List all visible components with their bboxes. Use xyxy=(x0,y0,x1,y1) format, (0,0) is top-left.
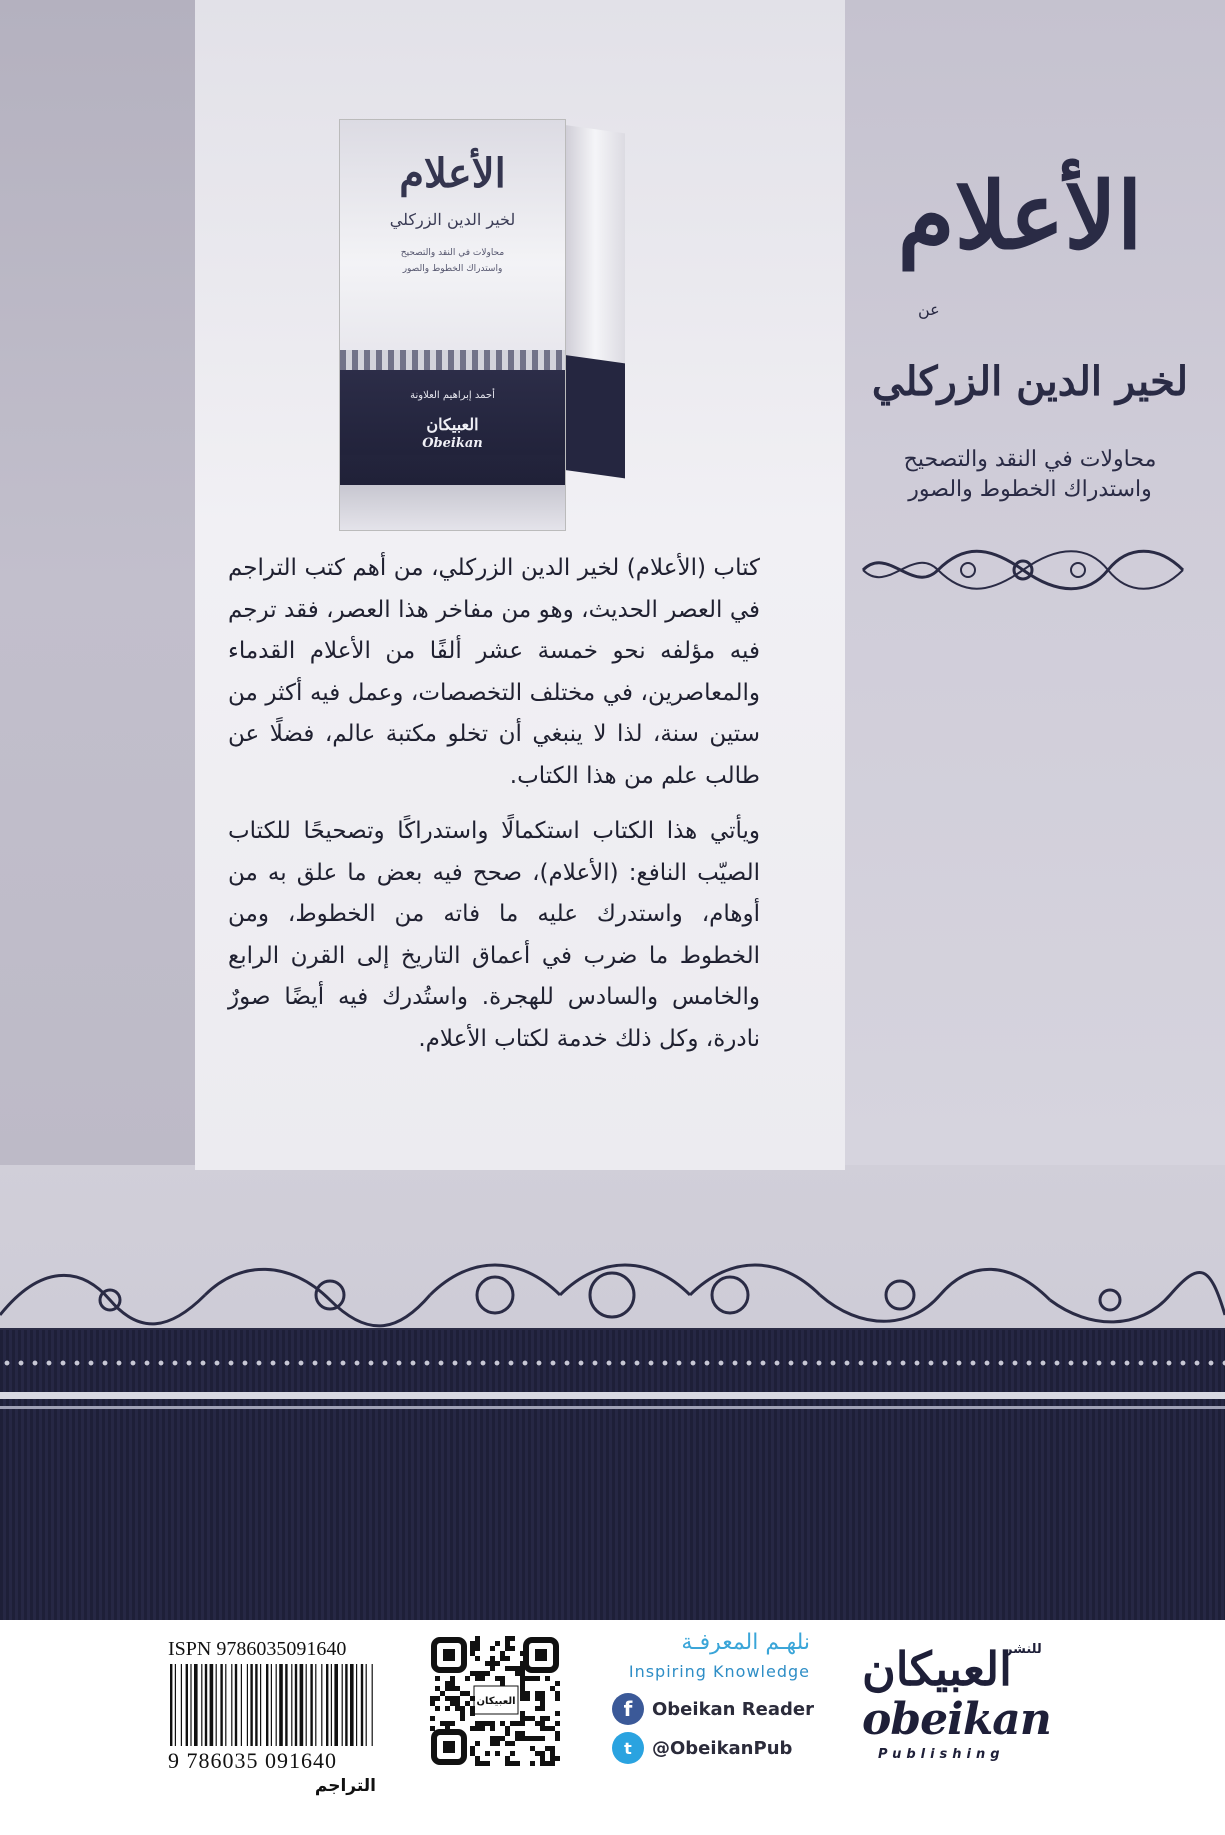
qr-center-label: العبيكان xyxy=(476,1696,516,1707)
barcode xyxy=(168,1664,376,1746)
blurb xyxy=(228,548,760,1074)
barcode-number: 9 786035 091640 xyxy=(168,1748,337,1773)
cover-title-tag: عن xyxy=(918,300,940,319)
book-mockup-title: الأعلام xyxy=(399,150,506,197)
twitter-icon: t xyxy=(612,1732,644,1764)
title-ornament xyxy=(858,540,1188,600)
book-mockup-author: أحمد إبراهيم العلاونة xyxy=(410,390,495,401)
ornament-border xyxy=(0,1255,1225,1335)
qr-code[interactable] xyxy=(430,1636,560,1766)
book-mockup-desc-1: محاولات في النقد والتصحيح xyxy=(400,248,505,258)
category-label: التراجم xyxy=(314,1776,376,1796)
tagline-arabic: نلهـم المعرفـة xyxy=(681,1630,810,1655)
facebook-label: Obeikan Reader xyxy=(652,1698,814,1720)
book-spine xyxy=(565,125,625,478)
cover-description-line-2: واستدراك الخطوط والصور xyxy=(908,476,1152,502)
cover-subtitle: لخير الدين الزركلي xyxy=(871,358,1189,405)
publisher-small-label: للنشر xyxy=(1005,1642,1042,1657)
book-mockup-ornament xyxy=(340,350,565,372)
background-left xyxy=(0,0,195,1165)
dark-band xyxy=(0,1330,1225,1620)
cover-title: الأعلام xyxy=(897,162,1143,270)
band-stripe-thin xyxy=(0,1406,1225,1409)
cover-description-line-1: محاولات في النقد والتصحيح xyxy=(903,447,1157,472)
publisher-publishing: Publishing xyxy=(878,1747,1005,1762)
dot-border xyxy=(0,1358,1225,1368)
cover-description xyxy=(850,445,1210,504)
publisher-logo-english: obeikan xyxy=(862,1694,1051,1745)
book-reflection xyxy=(340,455,565,530)
facebook-icon: f xyxy=(612,1693,644,1725)
book-mockup-subtitle: لخير الدين الزركلي xyxy=(389,210,516,229)
publisher-logo-arabic: العبيكان xyxy=(862,1642,1012,1696)
twitter-label: @ObeikanPub xyxy=(652,1737,793,1759)
isbn-label: ISPN 9786035091640 xyxy=(168,1638,347,1660)
book-mockup-publisher-ar: العبيكان xyxy=(426,415,479,434)
blurb-paragraph-1: كتاب (الأعلام) لخير الدين الزركلي، من أهم كتب التراجم في العصر الحديث، وهو من مفاخر هذا العصر، فقد ترجم فيه مؤلفه نحو خمسة عشر ألفًا من الأعلام القدماء والمعاصرين، في مختلف التخصصات، وعمل فيه أكثر من ستين سنة، لذا لا ينبغي أن تخلو مكتبة عالم، فضلًا عن طالب علم من هذا الكتاب. xyxy=(228,555,760,789)
blurb-paragraph-2: ويأتي هذا الكتاب استكمالًا واستدراكًا وتصحيحًا للكتاب الصيّب النافع: (الأعلام)، صحح فيه بعض ما علق به من أوهام، واستدرك عليه ما فاته من الخطوط، ومن الخطوط ما ضرب في أعماق التاريخ إلى القرن الرابع والخامس والسادس للهجرة. واستُدرك فيه أيضًا صورٌ نادرة، وكل ذلك خدمة لكتاب الأعلام. xyxy=(228,818,760,1052)
tagline-english: Inspiring Knowledge xyxy=(628,1662,810,1681)
book-mockup-publisher-en: Obeikan xyxy=(422,436,483,451)
facebook-link[interactable] xyxy=(612,1692,814,1726)
book-mockup-desc-2: واستدراك الخطوط والصور xyxy=(402,264,503,274)
twitter-link[interactable] xyxy=(612,1731,792,1765)
band-stripe xyxy=(0,1392,1225,1399)
